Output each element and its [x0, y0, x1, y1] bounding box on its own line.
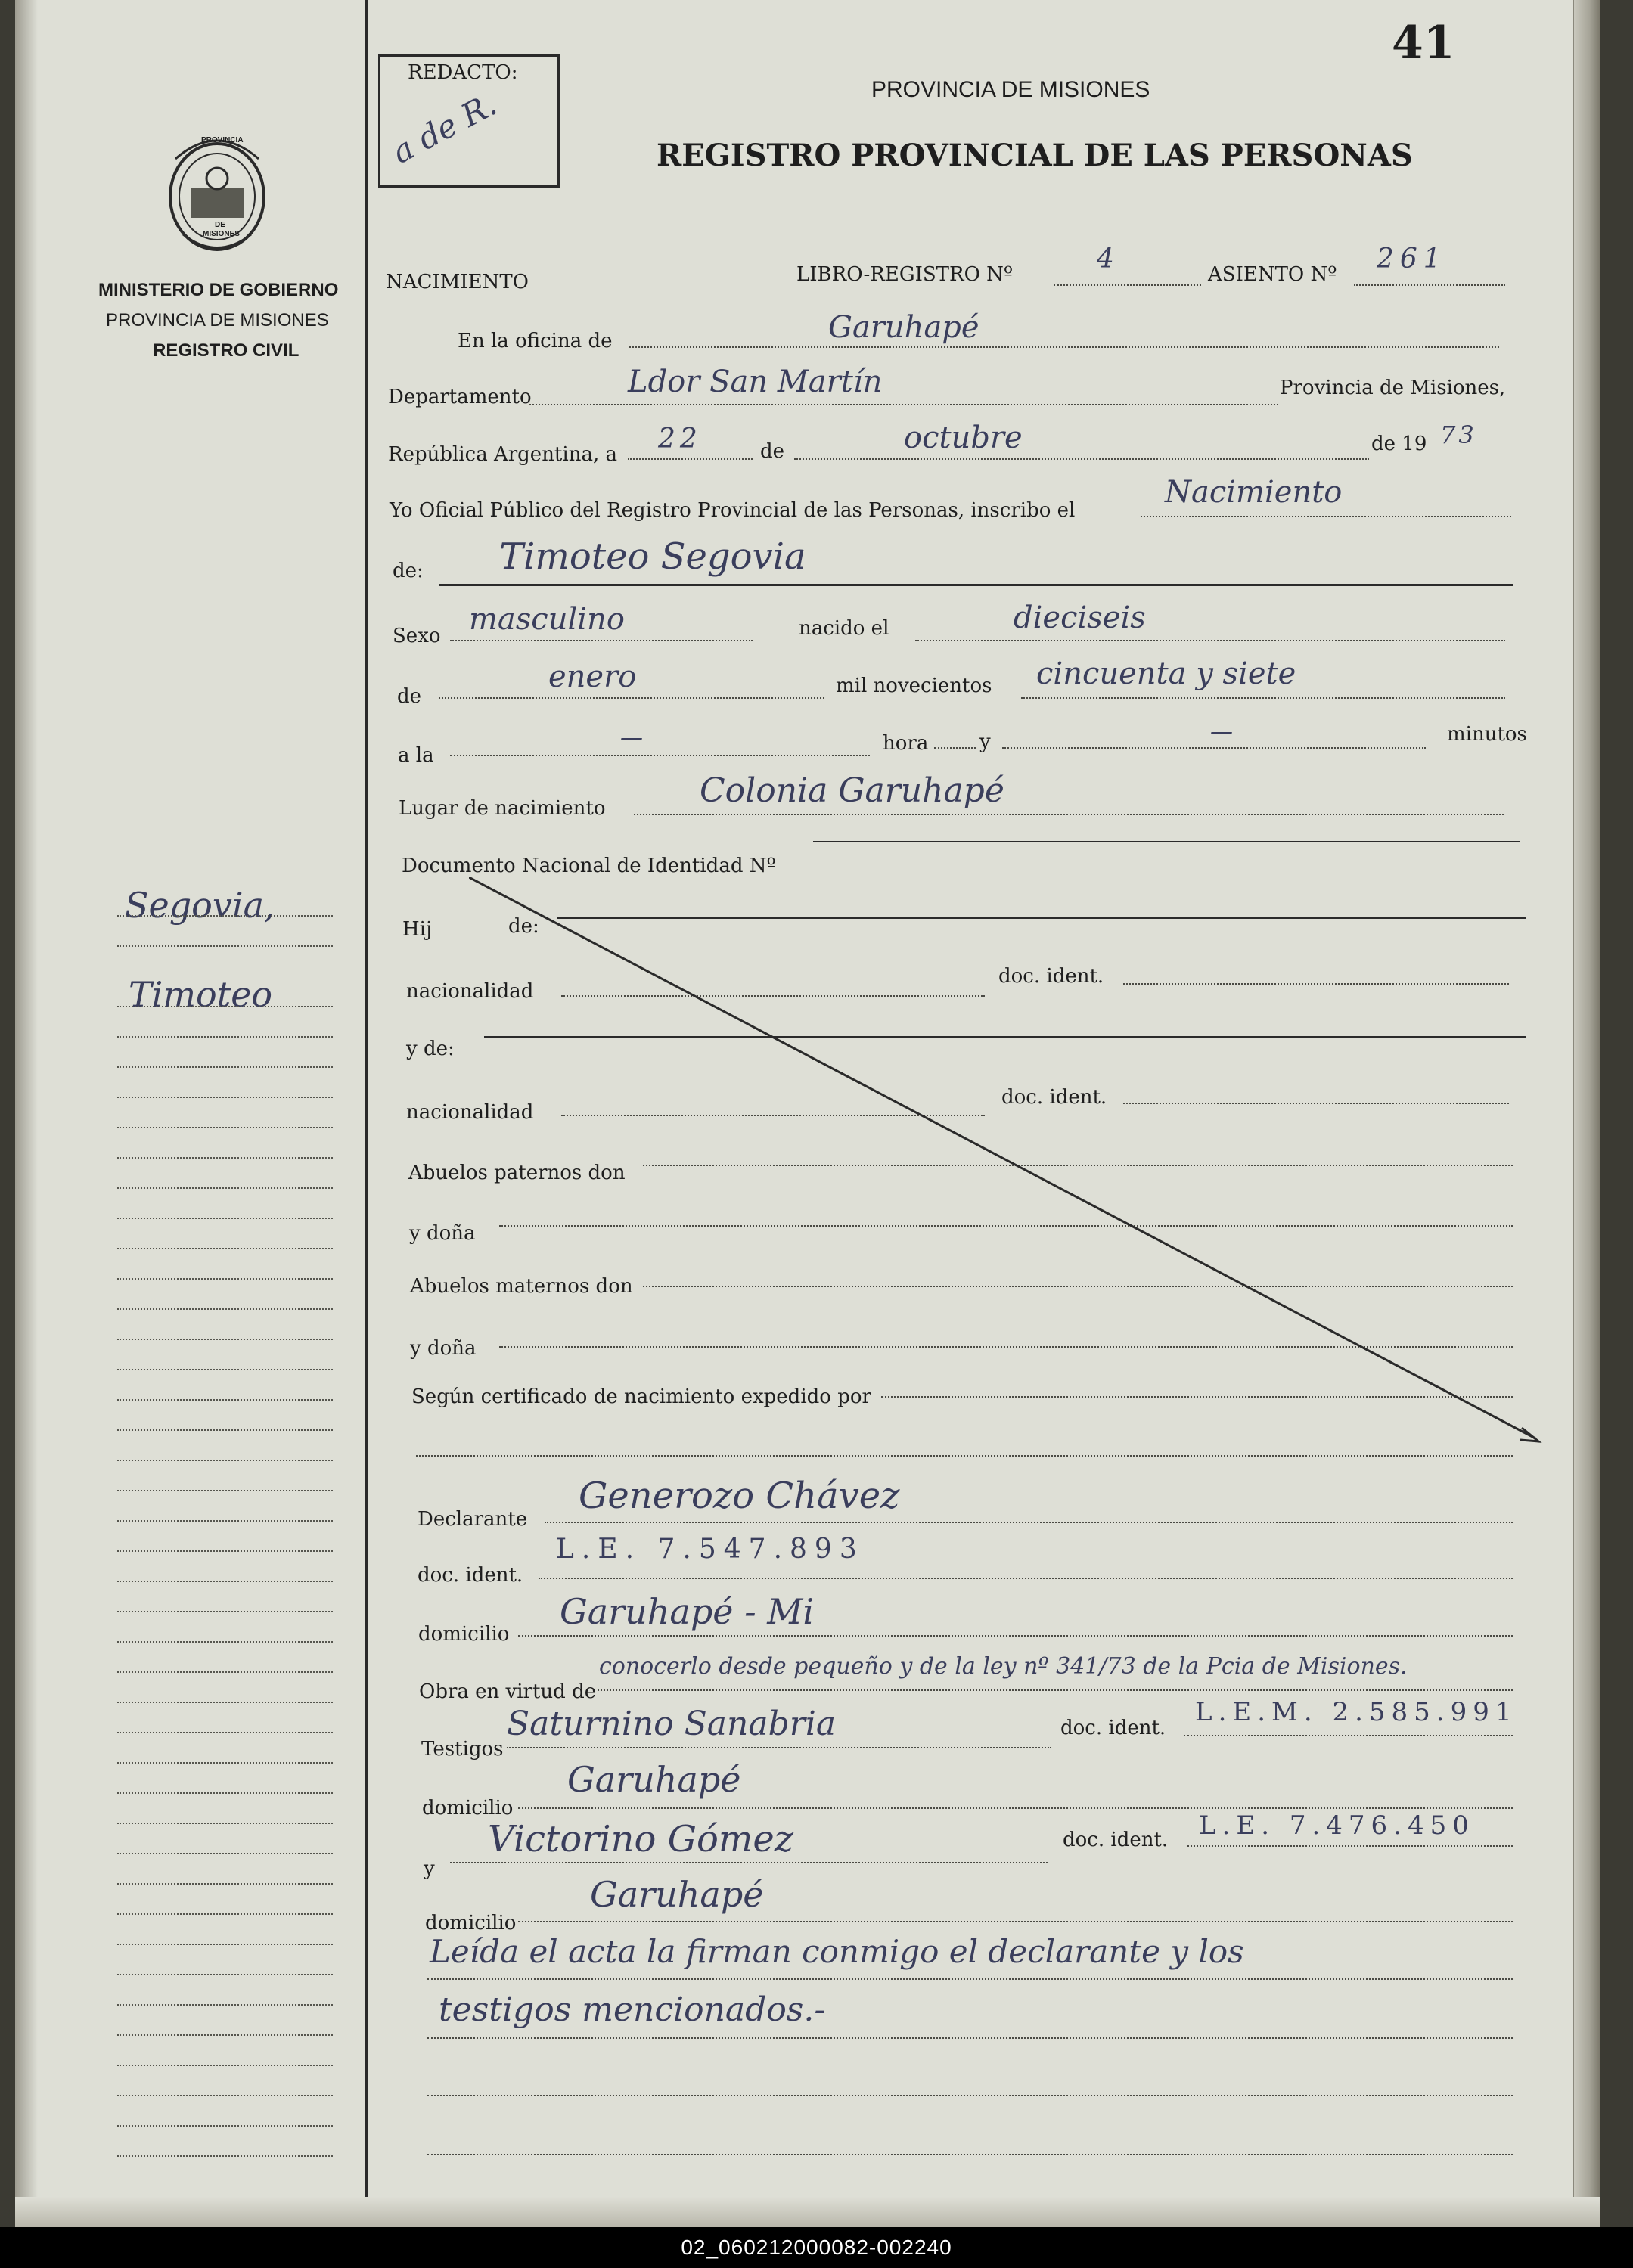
segun-label: Según certificado de nacimiento expedido por: [411, 1385, 871, 1408]
margin-line: [117, 2004, 333, 2006]
header-province: PROVINCIA DE MISIONES: [871, 77, 1150, 102]
yo-oficial-label: Yo Oficial Público del Registro Provincial de las Personas, inscribo el: [390, 499, 1076, 522]
ministry-line-2: PROVINCIA DE MISIONES: [106, 310, 329, 330]
margin-line: [117, 1429, 333, 1431]
anio-nac-line: [1021, 697, 1505, 699]
emblem-text-3: MISIONES: [203, 230, 240, 238]
departamento-line: [529, 404, 1278, 405]
emblem-text-1: PROVINCIA: [201, 136, 244, 144]
margin-note-name: Timoteo: [129, 974, 273, 1015]
testigos-label: Testigos: [421, 1738, 504, 1761]
margin-line: [117, 1036, 333, 1038]
nacionalidad-label-1: nacionalidad: [406, 980, 534, 1003]
y-de-label: y de:: [406, 1038, 455, 1060]
inscribo-value: Nacimiento: [1165, 475, 1343, 510]
margin-line: [117, 945, 333, 947]
hij-label: Hij: [402, 918, 433, 941]
provincia-label: Provincia de Misiones,: [1280, 377, 1506, 399]
mil-label: mil novecientos: [836, 675, 992, 697]
hora-line: [450, 755, 870, 756]
mes-line: [794, 458, 1369, 460]
margin-line: [117, 1399, 333, 1401]
sexo-value: masculino: [469, 602, 625, 637]
margin-line: [117, 1490, 333, 1491]
testigo1-doc-label: doc. ident.: [1060, 1717, 1166, 1739]
margin-line: [117, 1066, 333, 1068]
documento-line: [813, 841, 1520, 842]
margin-line: [117, 2125, 333, 2127]
nacido-line: [915, 640, 1505, 641]
lugar-line: [634, 814, 1504, 815]
asiento-line: [1354, 284, 1505, 286]
anio-nac-value: cincuenta y siete: [1036, 656, 1296, 691]
testigo1-line: [507, 1747, 1051, 1748]
margin-line: [117, 1611, 333, 1612]
margin-line: [117, 1702, 333, 1703]
abuelos-paternos-label: Abuelos paternos don: [408, 1162, 626, 1184]
hora-mid-line: [934, 747, 976, 749]
testigo1-domicilio-line: [518, 1807, 1513, 1809]
oficina-label: En la oficina de: [458, 330, 613, 352]
testigo2-line: [450, 1862, 1048, 1863]
testigo2-domicilio-line: [518, 1921, 1513, 1922]
obra-label: Obra en virtud de: [419, 1680, 597, 1703]
documento-label: Documento Nacional de Identidad Nº: [402, 855, 776, 877]
de2-label: de: [397, 685, 422, 708]
redacto-stamp-box: [378, 54, 560, 188]
nombre-value: Timoteo Segovia: [499, 535, 806, 578]
testigo2-doc-line: [1187, 1845, 1513, 1847]
margin-line: [117, 1339, 333, 1340]
margin-line: [117, 1944, 333, 1945]
closing-line-1: [427, 1978, 1513, 1980]
page-number: 41: [1392, 17, 1455, 70]
testigo1-domicilio-value: Garuhapé: [567, 1759, 741, 1800]
doc-ident-label-1: doc. ident.: [998, 965, 1104, 988]
testigo1-doc-line: [1184, 1735, 1513, 1736]
margin-line: [117, 2095, 333, 2096]
ministry-line-1: MINISTERIO DE GOBIERNO: [98, 280, 339, 300]
inscribo-line: [1141, 516, 1511, 517]
closing-text-2: testigos mencionados.-: [439, 1990, 826, 2029]
margin-line: [117, 1520, 333, 1522]
dia-value: 22: [658, 424, 702, 455]
spine-shadow: [15, 0, 38, 2227]
nacido-value: dieciseis: [1014, 600, 1146, 635]
segun-line-2: [416, 1455, 1513, 1457]
declarante-doc-line: [539, 1578, 1513, 1579]
min-value: —: [1210, 718, 1233, 745]
nombre-line: [439, 584, 1513, 586]
declarante-domicilio-line: [518, 1635, 1513, 1637]
margin-line: [117, 1218, 333, 1219]
margin-line: [117, 1460, 333, 1461]
hij-de-label: de:: [508, 915, 539, 938]
republica-label: República Argentina, a: [388, 443, 617, 466]
margin-line: [117, 1157, 333, 1159]
margin-line: [117, 2034, 333, 2036]
margin-line: [117, 1097, 333, 1098]
page-edge: [1574, 0, 1600, 2227]
closing-line-4: [427, 2154, 1513, 2155]
y-dona-label-2: y doña: [410, 1337, 477, 1360]
margin-line: [117, 915, 333, 917]
lugar-value: Colonia Garuhapé: [700, 771, 1004, 810]
testigo2-domicilio-value: Garuhapé: [590, 1874, 764, 1915]
nacido-label: nacido el: [799, 617, 889, 640]
margin-note-surname: Segovia,: [125, 885, 275, 926]
departamento-label: Departamento: [388, 386, 532, 408]
mes-nac-line: [439, 697, 824, 699]
header-registry: REGISTRO PROVINCIAL DE LAS PERSONAS: [657, 138, 1413, 173]
departamento-value: Ldor San Martín: [628, 365, 883, 399]
declarante-label: Declarante: [418, 1508, 528, 1531]
register-page: [15, 0, 1600, 2227]
testigo1-value: Saturnino Sanabria: [507, 1705, 837, 1743]
margin-divider: [365, 0, 368, 2227]
testigo2-value: Victorino Gómez: [488, 1818, 794, 1860]
anio-value: 73: [1440, 420, 1477, 449]
margin-line: [117, 1006, 333, 1007]
asiento-value: 261: [1377, 244, 1447, 275]
obra-line: [598, 1689, 1513, 1691]
doc-ident-label-2: doc. ident.: [1001, 1086, 1107, 1109]
testigo1-doc-value: L.E.M. 2.585.991: [1195, 1697, 1518, 1727]
mes-value: octubre: [904, 420, 1023, 455]
lugar-label: Lugar de nacimiento: [399, 797, 606, 820]
cancel-diagonal: [469, 877, 1543, 1452]
margin-line: [117, 1187, 333, 1189]
margin-line: [117, 1641, 333, 1643]
anio-label: de 19: [1371, 433, 1427, 455]
sexo-line: [450, 640, 753, 641]
margin-line: [117, 1913, 333, 1915]
margin-line: [117, 1671, 333, 1673]
hora-value: —: [620, 724, 643, 751]
margin-line: [117, 1278, 333, 1280]
margin-line: [117, 1127, 333, 1128]
margin-line: [117, 2065, 333, 2066]
emblem-text-2: DE: [215, 221, 225, 229]
obra-value: conocerlo desde pequeño y de la ley nº 341/73 de la Pcia de Misiones.: [599, 1653, 1408, 1680]
minutos-line: [1002, 747, 1426, 749]
closing-text-1: Leída el acta la firman conmigo el declarante y los: [430, 1933, 1244, 1970]
oficina-line: [629, 346, 1499, 348]
closing-line-2: [427, 2037, 1513, 2039]
testigo2-doc-value: L.E. 7.476.450: [1199, 1810, 1475, 1841]
testigo2-domicilio-label: domicilio: [425, 1912, 517, 1934]
margin-line: [117, 2155, 333, 2157]
y-testigo-label: y: [424, 1857, 435, 1880]
oficina-value: Garuhapé: [828, 310, 979, 345]
stamp-handwritten: a de R.: [386, 85, 503, 171]
dia-line: [628, 458, 753, 460]
margin-line: [117, 1732, 333, 1733]
margin-line: [117, 1308, 333, 1310]
mes-nac-value: enero: [548, 659, 637, 694]
margin-line: [117, 1248, 333, 1249]
de-colon-label: de:: [393, 560, 424, 582]
margin-line: [117, 1883, 333, 1885]
nacionalidad-label-2: nacionalidad: [406, 1101, 534, 1124]
declarante-doc-value: L.E. 7.547.893: [556, 1534, 865, 1565]
de-label: de: [760, 440, 785, 463]
margin-line: [117, 1550, 333, 1552]
record-type-label: NACIMIENTO: [386, 271, 529, 293]
declarante-value: Generozo Chávez: [579, 1475, 900, 1517]
testigo2-doc-label: doc. ident.: [1063, 1829, 1169, 1851]
sexo-label: Sexo: [393, 625, 441, 647]
abuelos-maternos-label: Abuelos maternos don: [410, 1275, 633, 1298]
doc-ident-dot-label: doc. ident.: [418, 1564, 523, 1587]
libro-value: 4: [1097, 244, 1114, 275]
margin-line: [117, 1581, 333, 1582]
minutos-label: minutos: [1447, 723, 1527, 746]
bottom-shadow: [15, 2197, 1600, 2227]
margin-line: [117, 1369, 333, 1370]
declarante-domicilio-label: domicilio: [418, 1623, 510, 1646]
libro-line: [1054, 284, 1201, 286]
stamp-label: REDACTO:: [408, 61, 518, 84]
asiento-label: ASIENTO Nº: [1208, 263, 1337, 286]
footer-caption: 02_060212000082-002240: [0, 2227, 1633, 2268]
ministry-line-3: REGISTRO CIVIL: [153, 340, 300, 361]
declarante-domicilio-value: Garuhapé - Mi: [560, 1591, 815, 1632]
y-dona-label-1: y doña: [409, 1222, 476, 1245]
y-label: y: [979, 731, 991, 753]
margin-line: [117, 1853, 333, 1854]
declarante-line: [545, 1522, 1513, 1523]
closing-line-3: [427, 2095, 1513, 2096]
a-la-label: a la: [398, 744, 434, 767]
testigo1-domicilio-label: domicilio: [422, 1797, 514, 1820]
margin-line: [117, 1762, 333, 1764]
hora-label: hora: [883, 732, 929, 755]
margin-line: [117, 1823, 333, 1824]
margin-line: [117, 1792, 333, 1794]
margin-line: [117, 1974, 333, 1975]
libro-label: LIBRO-REGISTRO Nº: [796, 263, 1014, 286]
